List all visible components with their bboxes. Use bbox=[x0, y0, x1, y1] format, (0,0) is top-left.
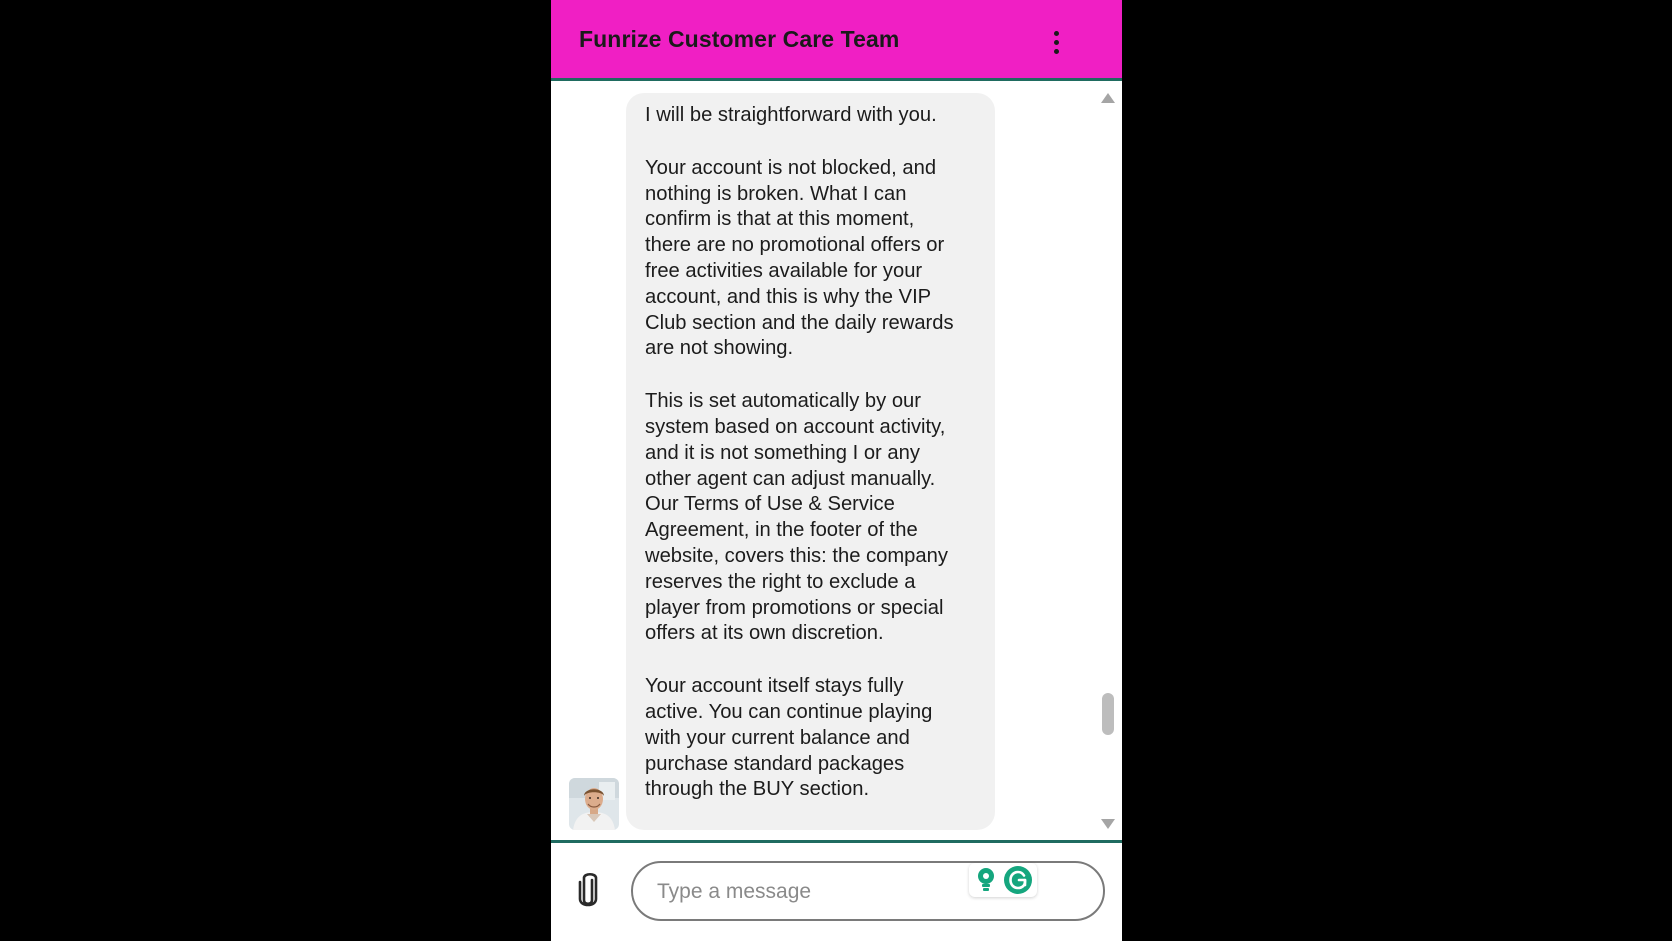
lightbulb-icon-glyph bbox=[974, 867, 998, 893]
message-paragraph: This is set automatically by our system based on account activity, and it is not something I or any other agent can adjust manually. Our Terms of Use & Service Agreement, in the footer of the website, covers this: the company reserves the right to exclude a player from promotions or special offers at its own discretion. bbox=[645, 390, 948, 645]
scroll-up-arrow-icon[interactable] bbox=[1101, 93, 1115, 103]
grammarly-icon-glyph bbox=[1003, 865, 1033, 895]
menu-dot bbox=[1054, 31, 1059, 36]
agent-message-bubble bbox=[626, 93, 995, 830]
message-paragraph: Your account itself stays fully active. You can continue playing with your current balance and purchase standard packages through the BUY section. bbox=[645, 675, 933, 801]
messages-area[interactable] bbox=[551, 81, 1122, 840]
chat-title: Funrize Customer Care Team bbox=[579, 26, 900, 52]
paperclip-icon[interactable] bbox=[573, 870, 603, 910]
agent-avatar bbox=[569, 778, 619, 830]
message-paragraph: I will be straightforward with you. bbox=[645, 104, 937, 126]
grammarly-icon[interactable] bbox=[1003, 865, 1033, 895]
message-input-container bbox=[631, 861, 1105, 921]
message-paragraph: Your account is not blocked, and nothing is broken. What I can confirm is that at this moment, there are no promotional offers or free activities available for your account, and this is why the VIP Club section and the daily rewards are not showing. bbox=[645, 156, 954, 360]
message-input[interactable] bbox=[655, 873, 959, 911]
agent-avatar-image bbox=[569, 778, 619, 830]
scroll-down-arrow-icon[interactable] bbox=[1101, 819, 1115, 829]
paperclip-icon-glyph bbox=[573, 870, 603, 910]
chat-window bbox=[551, 0, 1122, 941]
scrollbar-thumb[interactable] bbox=[1102, 693, 1114, 735]
menu-dot bbox=[1054, 40, 1059, 45]
menu-dot bbox=[1054, 49, 1059, 54]
writing-assist-toolbar bbox=[969, 863, 1037, 897]
message-composer bbox=[551, 843, 1122, 941]
chat-header bbox=[551, 0, 1122, 81]
lightbulb-icon[interactable] bbox=[974, 867, 998, 893]
more-vertical-icon[interactable] bbox=[1041, 24, 1071, 60]
